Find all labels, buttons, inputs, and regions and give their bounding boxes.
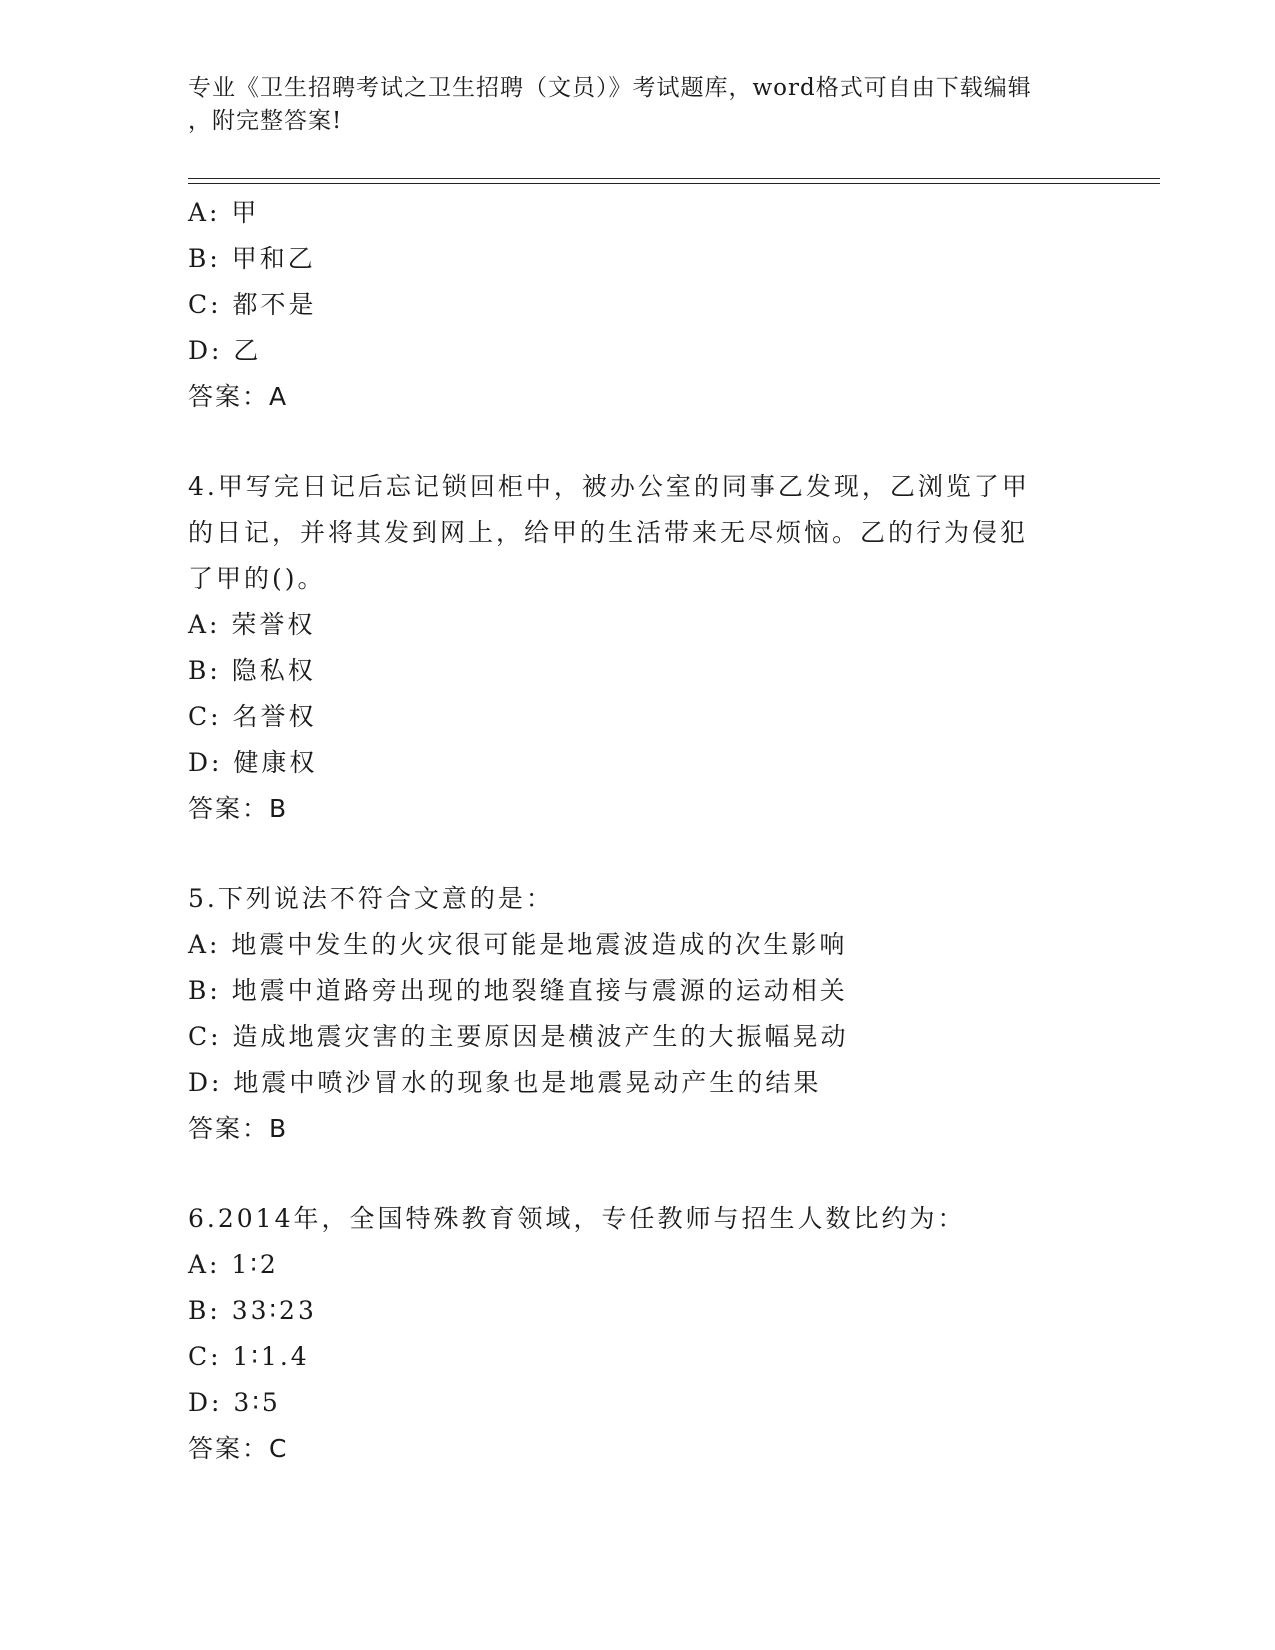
option-a: A: 甲 bbox=[188, 198, 260, 227]
header-line-1: 专业《卫生招聘考试之卫生招聘（文员）》考试题库，word格式可自由下载编辑 bbox=[188, 75, 1032, 101]
header-divider-bottom bbox=[188, 183, 1160, 184]
option-c: C: 1∶1.4 bbox=[188, 1342, 310, 1371]
option-d: D: 地震中喷沙冒水的现象也是地震晃动产生的结果 bbox=[188, 1068, 822, 1097]
answer: 答案：B bbox=[188, 1114, 289, 1143]
option-d: D: 3∶5 bbox=[188, 1388, 281, 1417]
option-c: C: 都不是 bbox=[188, 290, 317, 319]
question-stem-line: 了甲的()。 bbox=[188, 564, 326, 593]
question-stem bbox=[188, 464, 1088, 602]
option-c: C: 名誉权 bbox=[188, 702, 317, 731]
answer: 答案：B bbox=[188, 794, 289, 823]
question-stem: 6.2014年，全国特殊教育领域，专任教师与招生人数比约为： bbox=[188, 1204, 966, 1233]
spacer bbox=[188, 1152, 1088, 1196]
header-divider-top bbox=[188, 178, 1160, 179]
option-d: D: 健康权 bbox=[188, 748, 318, 777]
answer: 答案：A bbox=[188, 382, 289, 411]
question-stem-line: 4.甲写完日记后忘记锁回柜中，被办公室的同事乙发现，乙浏览了甲 bbox=[188, 472, 1030, 501]
question-stem-line: 的日记，并将其发到网上，给甲的生活带来无尽烦恼。乙的行为侵犯 bbox=[188, 518, 1029, 547]
question-stem: 5.下列说法不符合文意的是： bbox=[188, 884, 554, 913]
header-line-2: ，附完整答案! bbox=[188, 108, 343, 134]
option-b: B: 地震中道路旁出现的地裂缝直接与震源的运动相关 bbox=[188, 976, 848, 1005]
option-a: A: 1∶2 bbox=[188, 1250, 279, 1279]
option-b: B: 33∶23 bbox=[188, 1296, 317, 1325]
question-4 bbox=[188, 464, 1088, 832]
question-3 bbox=[188, 190, 1088, 420]
answer: 答案：C bbox=[188, 1434, 289, 1463]
option-a: A: 地震中发生的火灾很可能是地震波造成的次生影响 bbox=[188, 930, 848, 959]
spacer bbox=[188, 832, 1088, 876]
option-a: A: 荣誉权 bbox=[188, 610, 316, 639]
spacer bbox=[188, 420, 1088, 464]
question-5 bbox=[188, 876, 1088, 1152]
option-c: C: 造成地震灾害的主要原因是横波产生的大振幅晃动 bbox=[188, 1022, 849, 1051]
option-d: D: 乙 bbox=[188, 336, 262, 365]
document-header bbox=[188, 72, 1088, 138]
question-6 bbox=[188, 1196, 1088, 1472]
question-list bbox=[188, 190, 1088, 1472]
option-b: B: 隐私权 bbox=[188, 656, 316, 685]
option-b: B: 甲和乙 bbox=[188, 244, 316, 273]
